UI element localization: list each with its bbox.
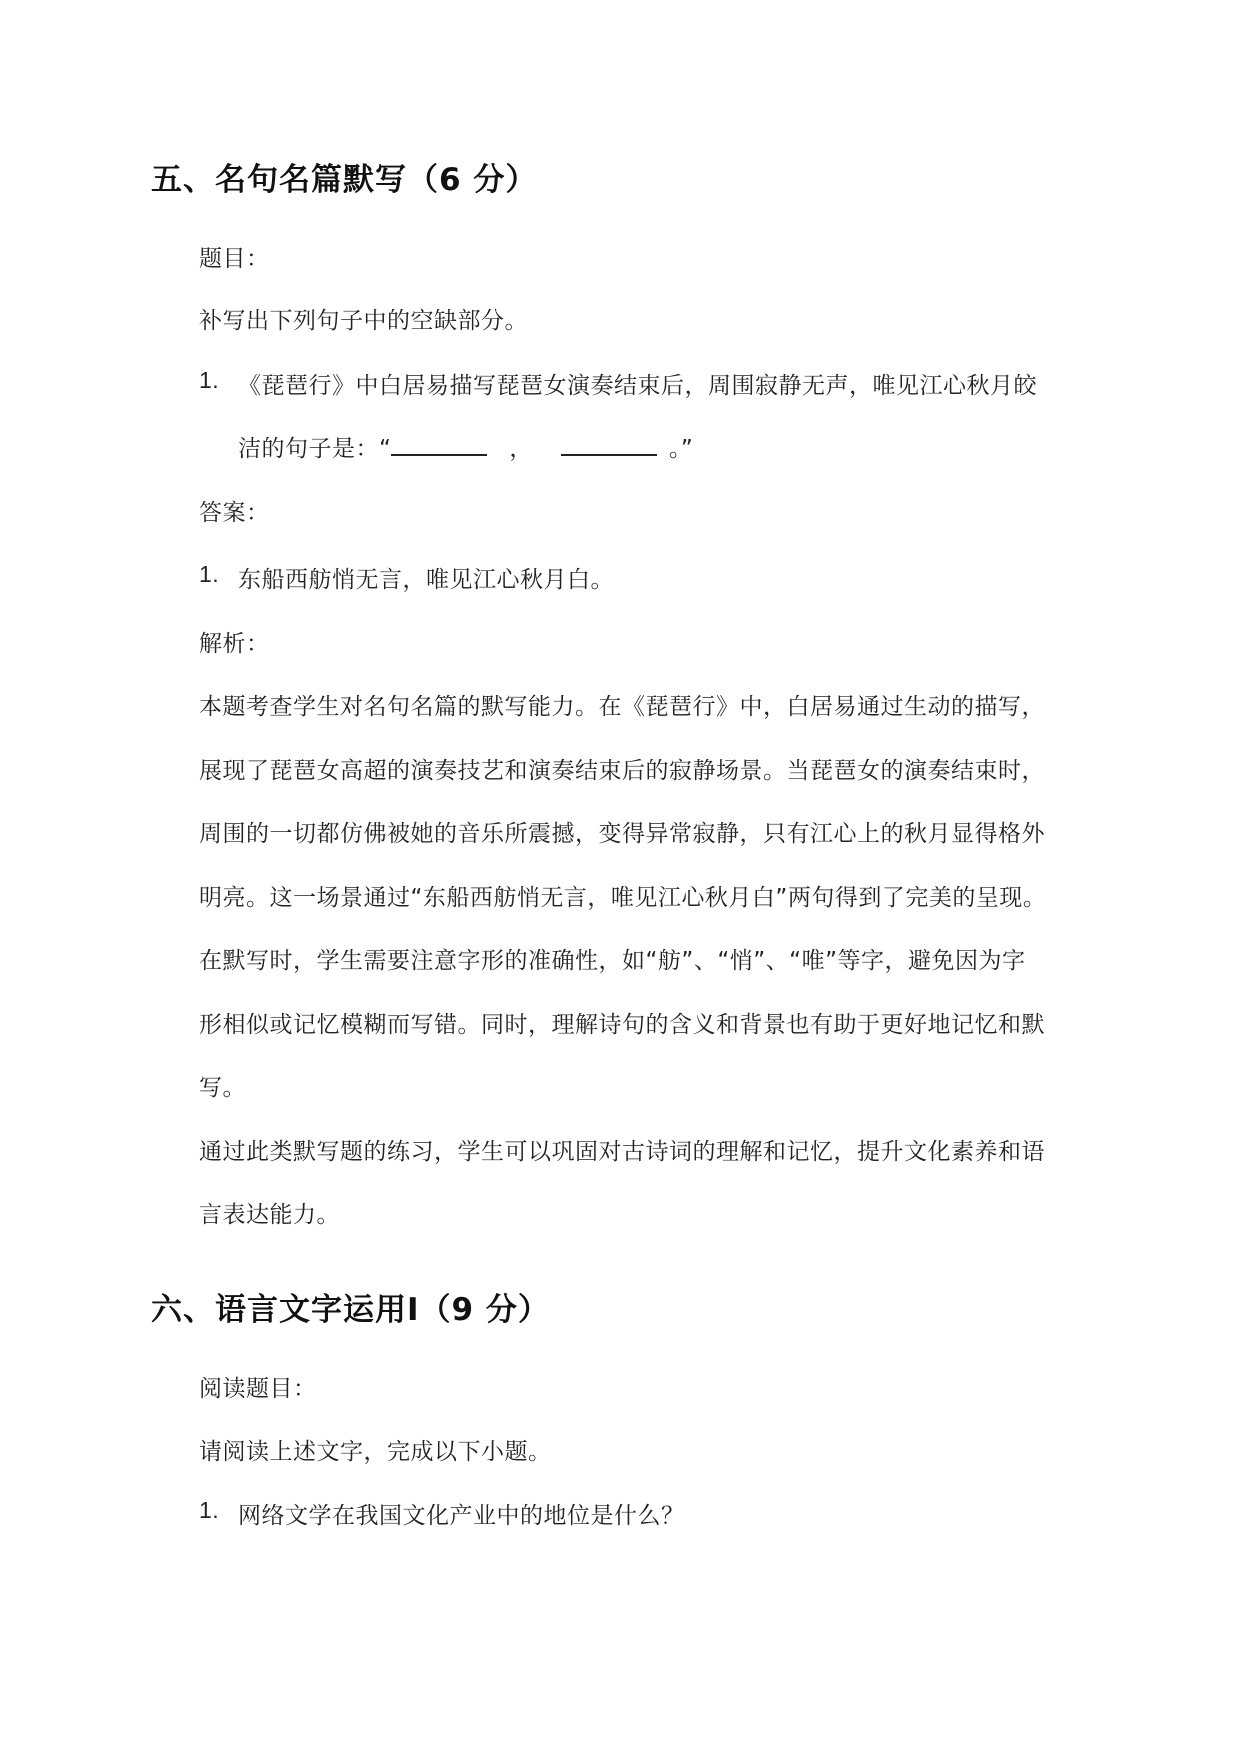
analysis-label: 解析： <box>199 631 270 657</box>
question-label: 题目： <box>199 246 270 272</box>
question-1-separator: ， <box>509 436 533 462</box>
question-1-line-1: 《琵琶行》中白居易描写琵琶女演奏结束后，周围寂静无声，唯见江心秋月皎 <box>238 373 1037 399</box>
answer-1-text: 东船西舫悄无言，唯见江心秋月白。 <box>238 567 614 593</box>
section-six-title: 六、语言文字运用Ⅰ（9 分） <box>151 1292 550 1328</box>
analysis-line: 在默写时，学生需要注意字形的准确性，如“舫”、“悄”、“唯”等字，避免因为字 <box>199 948 1026 974</box>
analysis-line: 本题考查学生对名句名篇的默写能力。在《琵琶行》中，白居易通过生动的描写， <box>199 694 1045 720</box>
answer-blank-2[interactable] <box>561 436 657 456</box>
question-instruction: 补写出下列句子中的空缺部分。 <box>199 308 528 334</box>
analysis-line: 写。 <box>199 1075 246 1101</box>
question-1-line-2-prefix: 洁的句子是：“ <box>238 436 392 462</box>
reading-question-1-text: 网络文学在我国文化产业中的地位是什么？ <box>238 1503 685 1529</box>
summary-line: 通过此类默写题的练习，学生可以巩固对古诗词的理解和记忆，提升文化素养和语 <box>199 1139 1045 1165</box>
reading-instruction: 请阅读上述文字，完成以下小题。 <box>199 1439 552 1465</box>
answer-label: 答案： <box>199 500 270 526</box>
summary-line: 言表达能力。 <box>199 1202 340 1228</box>
analysis-line: 明亮。这一场景通过“东船西舫悄无言，唯见江心秋月白”两句得到了完美的呈现。 <box>199 885 1047 911</box>
analysis-line: 展现了琵琶女高超的演奏技艺和演奏结束后的寂静场景。当琵琶女的演奏结束时， <box>199 758 1045 784</box>
section-five-title: 五、名句名篇默写（6 分） <box>151 162 538 198</box>
question-1-number: 1. <box>199 367 220 393</box>
analysis-line: 形相似或记忆模糊而写错。同时，理解诗句的含义和背景也有助于更好地记忆和默 <box>199 1012 1045 1038</box>
answer-blank-1[interactable] <box>391 436 487 456</box>
question-1-line-2-suffix: 。” <box>668 436 694 462</box>
answer-1-number: 1. <box>199 561 220 587</box>
reading-question-1-number: 1. <box>199 1497 220 1523</box>
analysis-line: 周围的一切都仿佛被她的音乐所震撼，变得异常寂静，只有江心上的秋月显得格外 <box>199 821 1045 847</box>
reading-label: 阅读题目： <box>199 1376 317 1402</box>
question-1-line-2 <box>238 430 693 463</box>
